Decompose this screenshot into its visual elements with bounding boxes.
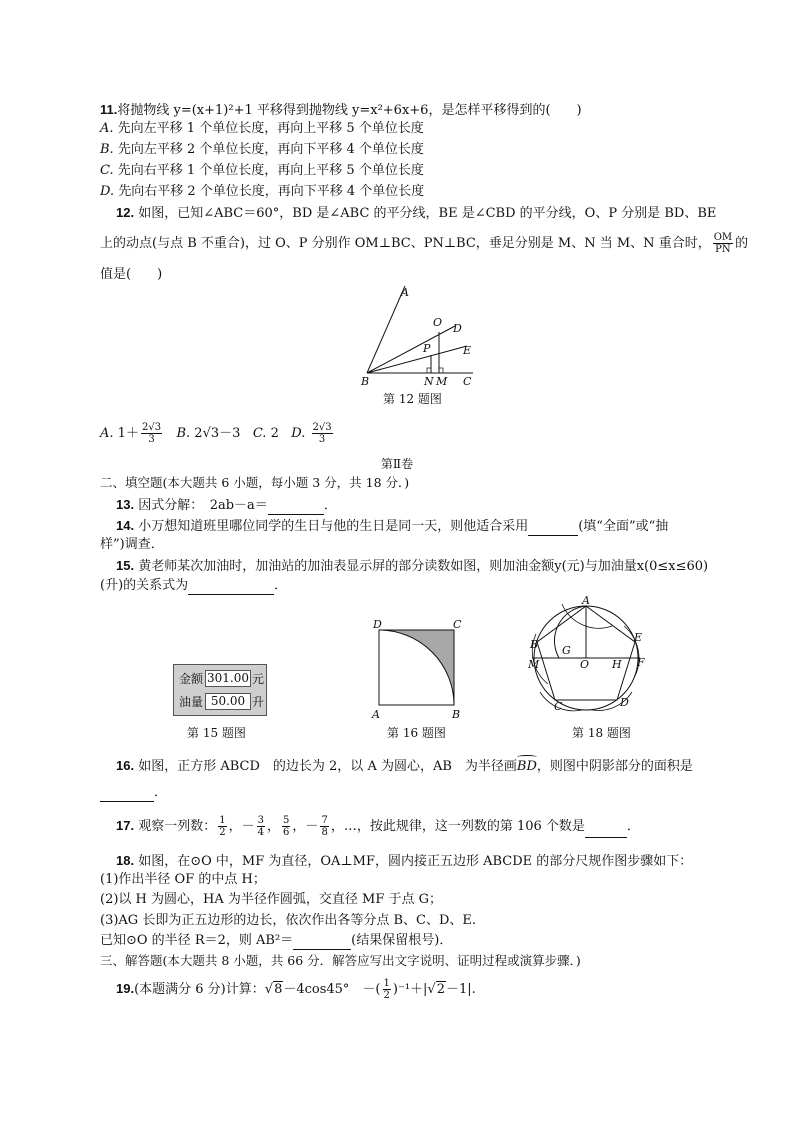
fig16-label-d: D <box>373 618 382 631</box>
figure-16 <box>370 620 465 720</box>
q12-options: A. 1＋ $\frac{2√3}{3}$ B. 2√3－3 C. 2 D. $\frac{2√3}{3}$ <box>100 422 332 445</box>
fig12-label-e: E <box>463 344 472 357</box>
q16-answer-blank[interactable] <box>100 787 154 802</box>
fig18-label-g: G <box>562 644 571 657</box>
q13-answer-blank[interactable] <box>268 500 324 515</box>
q12-line2: 上的动点(与点 B 不重合)，过 O、P 分别作 OM⊥BC、PN⊥BC，垂足分别是 M、N 当 M、N 重合时， $\frac{OM}{PN}$ 的 <box>100 232 749 255</box>
q11-option-b: B. 先向左平移 2 个单位长度，再向下平移 4 个单位长度 <box>100 142 424 157</box>
fig12-label-n: N <box>424 375 434 388</box>
figure-18 <box>522 596 652 718</box>
q16: 16. 如图，正方形 ABCD 的边长为 2，以 A 为圆心，AB 为半径画 BD，则图中阴影部分的面积是 <box>116 757 693 776</box>
q15-line2: (升)的关系式为 ． <box>100 578 288 593</box>
fig15-amount-value: 301.00 <box>207 671 249 685</box>
fig18-label-m: M <box>528 658 540 671</box>
fig12-label-d: D <box>453 322 462 335</box>
section-2-title: 第Ⅱ卷 <box>380 457 414 471</box>
fig18-label-f: F <box>637 656 645 669</box>
q17: 17. 观察一列数： $\frac{1}{2}$ ，－ $\frac{3}{4}$ ， $\frac{5}{6}$ ，－ $\frac{7}{8}$ ，…，按此规律，这一列数的第 106 个数是 ． <box>116 815 640 838</box>
fig15-volume-label: 油量 <box>179 695 204 709</box>
fig18-label-o: O <box>580 658 590 671</box>
q11-stem: 11.将抛物线 y=(x+1)²+1 平移得到抛物线 y=x²+6x+6，是怎样平移得到的( ) <box>100 102 582 118</box>
figure-15-pump-display <box>173 664 267 716</box>
fig15-volume-unit: 升 <box>252 695 265 709</box>
fig18-caption: 第 18 题图 <box>572 726 631 740</box>
q17-answer-blank[interactable] <box>585 823 627 838</box>
fig16-caption: 第 16 题图 <box>387 726 446 740</box>
q14-line2: 样”)调查． <box>100 537 164 552</box>
fig12-label-a: A <box>401 286 409 299</box>
q18: 18. 如图，在⊙O 中，MF 为直径，OA⊥MF，圆内接正五边形 ABCDE 的部分尺规作图步骤如下： <box>116 853 693 869</box>
q19: 19.(本题满分 6 分)计算：√8－4cos45° －( $\frac{1}{2}$ )⁻¹＋|√2－1|. <box>116 978 476 1001</box>
q18-answer-blank[interactable] <box>293 935 351 950</box>
fig16-label-a: A <box>372 708 380 721</box>
fig16-label-c: C <box>453 618 462 631</box>
fig12-caption: 第 12 题图 <box>383 392 442 406</box>
q18-step-1: (1)作出半径 OF 的中点 H； <box>100 872 266 887</box>
q16-line2: ． <box>100 784 167 802</box>
q11-option-a: A. 先向左平移 1 个单位长度，再向上平移 5 个单位长度 <box>100 121 424 136</box>
fig18-label-c: C <box>554 700 563 713</box>
q12-line3: 值是( ) <box>100 267 163 282</box>
fig18-label-d: D <box>620 696 629 709</box>
fig12-label-m: M <box>436 375 448 388</box>
fig18-label-h: H <box>612 658 622 671</box>
fig15-caption: 第 15 题图 <box>187 726 246 740</box>
fig12-label-c: C <box>463 375 472 388</box>
q11-option-c: C. 先向右平移 1 个单位长度，再向上平移 5 个单位长度 <box>100 163 424 178</box>
fig18-label-e: E <box>634 631 643 644</box>
q18-step-3: (3)AG 长即为正五边形的边长，依次作出各等分点 B、C、D、E. <box>100 913 476 928</box>
q12-ratio-fraction: $\frac{OM}{PN}$ <box>713 232 733 255</box>
q18-step-2: (2)以 H 为圆心，HA 为半径作圆弧，交直径 MF 于点 G； <box>100 892 442 907</box>
fig18-label-b: B <box>530 638 539 651</box>
q15-answer-blank[interactable] <box>188 580 274 595</box>
fig18-label-a: A <box>582 594 590 607</box>
solve-header: 三、解答题(本大题共 8 小题，共 66 分．解答应写出文字说明、证明过程或演算步骤．) <box>100 953 581 968</box>
q14: 14. 小万想知道班里哪位同学的生日与他的生日是同一天，则他适合采用 (填“全面”或“抽 <box>116 518 669 534</box>
q12-line1: 12. 如图，已知∠ABC＝60°，BD 是∠ABC 的平分线，BE 是∠CBD 的平分线，O、P 分别是 BD、BE <box>116 205 717 221</box>
fig16-label-b: B <box>452 708 461 721</box>
fig12-label-p: P <box>423 342 431 355</box>
fig15-volume-value: 50.00 <box>205 693 251 710</box>
q13: 13. 因式分解： 2ab－a＝ ． <box>116 497 337 513</box>
fig15-amount-label: 金额 <box>179 672 204 686</box>
fig12-label-o: O <box>433 316 443 329</box>
figure-12 <box>355 284 485 389</box>
fig15-amount-unit: 元 <box>252 672 265 686</box>
q18-final: 已知⊙O 的半径 R＝2，则 AB²＝ (结果保留根号)． <box>100 933 453 948</box>
fill-in-header: 二、填空题(本大题共 6 小题，每小题 3 分，共 18 分．) <box>100 475 410 490</box>
q11-option-d: D. 先向右平移 2 个单位长度，再向下平移 4 个单位长度 <box>100 184 425 199</box>
q15: 15. 黄老师某次加油时，加油站的加油表显示屏的部分读数如图，则加油金额y(元)与加油量x(0≤x≤60) <box>116 558 709 574</box>
q14-answer-blank[interactable] <box>528 521 578 536</box>
fig12-label-b: B <box>361 375 370 388</box>
